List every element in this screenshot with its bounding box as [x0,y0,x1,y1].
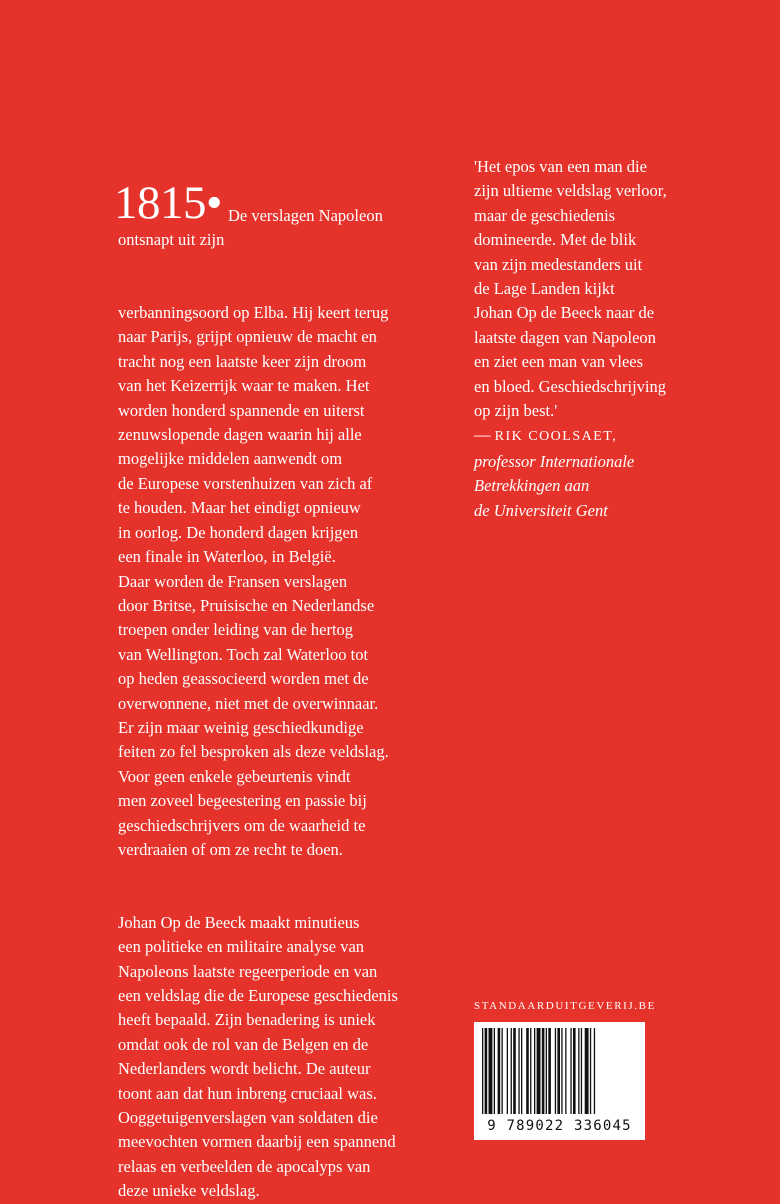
attribution-dash: — [474,425,491,445]
endorser-name: RIK COOLSAET, [494,429,618,445]
synopsis-column [114,155,438,1204]
endorsement-attribution [474,423,774,449]
endorsement-quote: 'Het epos van een man die zijn ultieme veldslag verloor, maar de geschiedenis domineerde. Met de blik van zijn medestanders uit de Lage Landen kijkt Johan Op de Beeck naar de laatste dagen van Napoleon en ziet een man van vlees en bloed. Geschiedschrijving op zijn best.' [474,157,667,421]
isbn-barcode [474,1022,645,1140]
isbn-number: 9 789022 336045 [474,1118,645,1134]
year-initial: 1815• [114,177,222,230]
synopsis-opening-lines: De verslagen Napoleon ontsnapt uit zijn [118,205,383,250]
synopsis-paragraph-1-body: verbanningsoord op Elba. Hij keert terug naar Parijs, grijpt opnieuw de macht en tracht nog een laatste keer zijn droom van het Keizerrijk waar te maken. Het worden honderd spannende en uiterst zenuwslopende dagen waarin hij alle mogelijke middelen aanwendt om de Europese vorstenhuizen van zich af te houden. Maar het eindigt opnieuw in oorlog. De honderd dagen krijgen een finale in Waterloo, in België. Daar worden de Fransen verslagen door Britse, Pruisische en Nederlandse troepen onder leiding van de hertog van Wellington. Toch zal Waterloo tot op heden geassocieerd worden met de overwonnene, niet met de overwinnaar. Er zijn maar weinig geschiedkundige feiten zo fel besproken als deze veldslag. Voor geen enkele gebeurtenis vindt men zoveel begeestering en passie bij geschiedschrijvers om de waarheid te verdraaien of om ze recht te doen. [118,303,389,859]
year-dot-glyph: • [206,177,222,230]
endorser-title: professor Internationale Betrekkingen aan de Universiteit Gent [474,451,635,520]
publisher-website: STANDAARDUITGEVERIJ.BE [474,1000,656,1012]
endorsement-column [474,155,774,523]
synopsis-paragraph-2: Johan Op de Beeck maakt minutieus een politieke en militaire analyse van Napoleons laatste regeerperiode en van een veldslag die de Europese geschiedenis heeft bepaald. Zijn benadering is uniek omdat ook de rol van de Belgen en de Nederlanders wordt belicht. De auteur toont aan dat hun inbreng cruciaal was. Ooggetuigenverslagen van soldaten die meevochten vormen daarbij een spannend relaas en verbeelden de apocalyps van deze unieke veldslag. [118,912,398,1201]
synopsis-paragraph-1 [114,155,438,887]
